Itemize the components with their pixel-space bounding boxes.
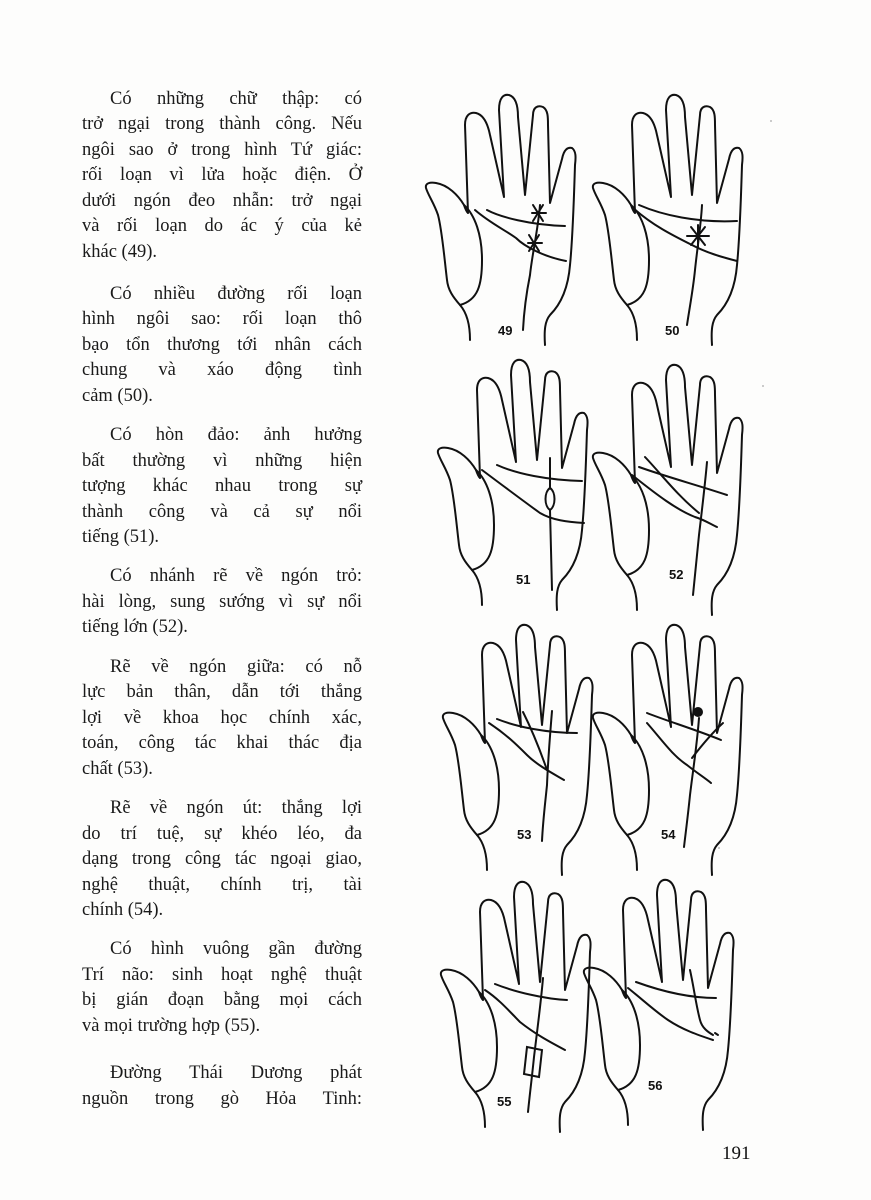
text-line: trở ngại trong thành công. Nếu: [82, 114, 362, 134]
text-line: thành công và cả sự nổi: [82, 502, 362, 522]
head-line: [482, 470, 584, 523]
figure-label: 50: [665, 323, 680, 338]
palm-figure-51: [432, 350, 602, 610]
palm-figure-50: [587, 85, 757, 345]
text-line: Có nhánh rẽ về ngón trỏ:: [110, 566, 362, 586]
figure-label: 55: [497, 1094, 512, 1109]
heart-line: [487, 210, 565, 226]
text-line: ngôi sao ở trong hình Tứ giác:: [82, 140, 362, 160]
text-line: khác (49).: [82, 242, 157, 262]
head-line: [632, 207, 737, 261]
palm-figure-54: [587, 615, 757, 875]
figure-label: 56: [648, 1078, 663, 1093]
heart-line: [495, 984, 567, 1000]
text-line: Rẽ về ngón giữa: có nỗ: [110, 657, 362, 677]
figure-label: 52: [669, 567, 684, 582]
hand-diagram: [587, 85, 757, 345]
line-end-mark: [715, 1033, 718, 1035]
text-line: bị gián đoạn bằng mọi cách: [82, 990, 362, 1010]
palm-figure-53: [437, 615, 607, 875]
heart-line: [497, 719, 577, 733]
figure-label: 53: [517, 827, 532, 842]
figure-label: 54: [661, 827, 676, 842]
text-line: toán, công tác khai thác địa: [82, 733, 362, 753]
scan-speck: [718, 847, 720, 849]
palm-figure-56: [578, 870, 748, 1130]
sun-line: [687, 205, 702, 325]
text-line: nguồn trong gò Hỏa Tinh:: [82, 1089, 362, 1109]
heart-line: [639, 205, 737, 221]
text-line: tượng khác nhau trong sự: [82, 476, 362, 496]
text-line: cảm (50).: [82, 386, 153, 406]
text-line: chung và xáo động tình: [82, 360, 362, 380]
sun-line: [528, 978, 543, 1112]
page-number: 191: [722, 1143, 751, 1164]
heart-line: [636, 982, 716, 998]
text-line: bất thường vì những hiện: [82, 451, 362, 471]
text-line: hình ngôi sao: rối loạn thô: [82, 309, 362, 329]
text-line: tiếng (51).: [82, 527, 160, 547]
figure-label: 49: [498, 323, 513, 338]
text-line: lợi về khoa học chính xác,: [82, 708, 362, 728]
text-line: hài lòng, sung sướng vì sự nổi: [82, 592, 362, 612]
text-line: và mọi trường hợp (55).: [82, 1016, 261, 1036]
text-line: Rẽ về ngón út: thắng lợi: [110, 798, 362, 818]
island-mark: [546, 488, 555, 510]
text-line: tiếng lớn (52).: [82, 617, 188, 637]
text-line: Đường Thái Dương phát: [110, 1063, 362, 1083]
text-line: rối loạn vì lửa hoặc điện. Ở: [82, 165, 362, 185]
palm-figure-49: [420, 85, 590, 345]
text-line: Có những chữ thập: có: [110, 89, 362, 109]
figure-label: 51: [516, 572, 531, 587]
text-line: dưới ngón đeo nhẫn: trở ngại: [82, 191, 362, 211]
hand-diagram: [432, 350, 602, 610]
heart-line: [497, 465, 582, 481]
sun-line: [684, 718, 699, 847]
text-line: Có hòn đảo: ảnh hưởng: [110, 425, 362, 445]
text-line: do trí tuệ, sự khéo léo, đa: [82, 824, 362, 844]
dot-mark: [693, 707, 703, 717]
head-line: [475, 210, 566, 261]
hand-diagram: [578, 870, 748, 1130]
text-line: lực bản thân, dẫn tới thắng: [82, 682, 362, 702]
text-line: Có hình vuông gần đường: [110, 939, 362, 959]
text-line: và rối loạn do ác ý của kẻ: [82, 216, 362, 236]
text-line: nghệ thuật, chính trị, tài: [82, 875, 362, 895]
text-line: Có nhiều đường rối loạn: [110, 284, 362, 304]
text-line: dạng trong công tác ngoại giao,: [82, 849, 362, 869]
palm-figure-52: [587, 355, 757, 615]
text-line: bạo tổn thương tới nhân cách: [82, 335, 362, 355]
text-line: chất (53).: [82, 759, 153, 779]
scan-speck: [762, 385, 764, 387]
scan-speck: [770, 120, 772, 122]
sun-line: [550, 458, 552, 590]
hand-diagram: [420, 85, 590, 345]
text-line: chính (54).: [82, 900, 164, 920]
sun-line: [693, 462, 707, 595]
text-line: Trí não: sinh hoạt nghệ thuật: [82, 965, 362, 985]
head-line: [628, 988, 713, 1040]
